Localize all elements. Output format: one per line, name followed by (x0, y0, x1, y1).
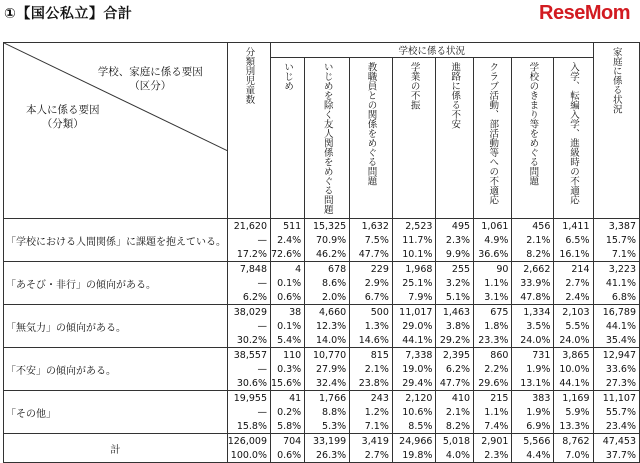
table-cell: 2.1% (350, 362, 393, 376)
table-cell: 731 (512, 348, 554, 363)
table-cell: 7.0% (554, 448, 593, 463)
table-cell: 15.7% (593, 233, 640, 247)
table-cell: 33.6% (593, 362, 640, 376)
table-cell: 5,566 (512, 434, 554, 449)
table-cell: 33.9% (512, 276, 554, 290)
table-cell: 2.0% (305, 290, 350, 305)
table-cell: 1,411 (554, 219, 593, 234)
table-cell: 15.6% (271, 376, 305, 391)
row-factor-label: 「あそび・非行」の傾向がある。 (4, 262, 228, 305)
table-cell: 24.0% (554, 333, 593, 348)
table-cell: 23.3% (474, 333, 512, 348)
table-cell: 511 (271, 219, 305, 234)
table-cell: 815 (350, 348, 393, 363)
diagonal-line (4, 43, 228, 151)
table-cell: 7,338 (392, 348, 436, 363)
table-cell: 12,947 (593, 348, 640, 363)
table-cell: 37.7% (593, 448, 640, 463)
table-row (4, 391, 640, 406)
table-cell: 1,632 (350, 219, 393, 234)
truancy-factor-table (3, 42, 640, 463)
table-cell: 2.1% (512, 233, 554, 247)
header-col-teacher-relations: 教職員との関係をめぐる問題 (350, 58, 393, 219)
table-cell: 15,325 (305, 219, 350, 234)
table-cell: 70.9% (305, 233, 350, 247)
table-cell: 13.3% (554, 419, 593, 434)
header-school-situation: 学校に係る状況 (271, 43, 593, 58)
table-cell: 44.1% (593, 319, 640, 333)
table-row (4, 262, 640, 277)
table-cell: 8.2% (512, 247, 554, 262)
table-cell: 32.4% (305, 376, 350, 391)
table-cell: 11,107 (593, 391, 640, 406)
table-cell: 0.1% (271, 319, 305, 333)
table-cell: 26.3% (305, 448, 350, 463)
table-cell: 38,557 (227, 348, 270, 363)
table-cell: 10.0% (554, 362, 593, 376)
table-cell: 110 (271, 348, 305, 363)
table-cell: 6.2% (436, 362, 474, 376)
table-cell: 500 (350, 305, 393, 320)
header-col-school-rules: 学校のきまり等をめぐる問題 (512, 58, 554, 219)
row-factor-label: 「学校における人間関係」に課題を抱えている。 (4, 219, 228, 262)
table-cell: 6.7% (350, 290, 393, 305)
table-cell: 6.9% (512, 419, 554, 434)
table-cell: 4 (271, 262, 305, 277)
table-row (4, 305, 640, 320)
table-cell: 24.0% (512, 333, 554, 348)
table-cell: 23.4% (593, 419, 640, 434)
table-cell: 10.6% (392, 405, 436, 419)
table-cell: 55.7% (593, 405, 640, 419)
table-cell: 19,955 (227, 391, 270, 406)
table-cell: 24,966 (392, 434, 436, 449)
table-cell: 14.0% (305, 333, 350, 348)
table-cell: 7.1% (350, 419, 393, 434)
table-cell: 6.2% (227, 290, 270, 305)
table-cell: 8.5% (392, 419, 436, 434)
table-cell: 1.2% (350, 405, 393, 419)
table-cell: 13.1% (512, 376, 554, 391)
table-cell: 2.2% (474, 362, 512, 376)
table-cell: 8.2% (436, 419, 474, 434)
table-cell: 860 (474, 348, 512, 363)
table-cell: — (227, 405, 270, 419)
table-cell: 4.0% (436, 448, 474, 463)
table-cell: 255 (436, 262, 474, 277)
table-cell: 410 (436, 391, 474, 406)
table-cell: 35.4% (593, 333, 640, 348)
table-cell: 1,169 (554, 391, 593, 406)
table-cell: 29.4% (392, 376, 436, 391)
table-cell: 44.1% (392, 333, 436, 348)
table-cell: — (227, 319, 270, 333)
table-cell: 7.1% (593, 247, 640, 262)
resemom-logo: ReseMom (539, 2, 630, 24)
total-row (4, 434, 640, 449)
header-col-bullying: いじめ (271, 58, 305, 219)
table-cell: 4.4% (512, 448, 554, 463)
table-cell: 47,453 (593, 434, 640, 449)
table-cell: 2.3% (474, 448, 512, 463)
table-cell: 27.9% (305, 362, 350, 376)
table-cell: 675 (474, 305, 512, 320)
table-cell: 36.6% (474, 247, 512, 262)
header-count-per-category: 分類別児童数 (227, 43, 270, 219)
table-cell: 7,848 (227, 262, 270, 277)
table-cell: 2.9% (350, 276, 393, 290)
table-cell: 47.7% (350, 247, 393, 262)
table-cell: — (227, 233, 270, 247)
table-cell: 704 (271, 434, 305, 449)
table-cell: 38,029 (227, 305, 270, 320)
table-cell: 19.0% (392, 362, 436, 376)
table-cell: 2,395 (436, 348, 474, 363)
table-cell: 10,770 (305, 348, 350, 363)
table-cell: 30.6% (227, 376, 270, 391)
table-cell: 2.1% (436, 405, 474, 419)
table-cell: 1.9% (512, 362, 554, 376)
table-cell: 27.3% (593, 376, 640, 391)
table-cell: 46.2% (305, 247, 350, 262)
table-cell: 3.2% (436, 276, 474, 290)
table-cell: 678 (305, 262, 350, 277)
header-col-enrollment: 入学、転編入学、進級時の不適応 (554, 58, 593, 219)
table-cell: 14.6% (350, 333, 393, 348)
table-cell: 1,968 (392, 262, 436, 277)
table-cell: 5.3% (305, 419, 350, 434)
row-factor-label: 「無気力」の傾向がある。 (4, 305, 228, 348)
table-cell: 11,017 (392, 305, 436, 320)
table-cell: 7.5% (350, 233, 393, 247)
table-cell: 6.5% (554, 233, 593, 247)
page-title: ①【国公私立】合計 (4, 6, 133, 22)
table-cell: 5.9% (554, 405, 593, 419)
table-cell: 17.2% (227, 247, 270, 262)
table-cell: 7.9% (392, 290, 436, 305)
table-cell: 1,463 (436, 305, 474, 320)
header-family-situation: 家庭に係る状況 (593, 43, 640, 219)
table-cell: 2.7% (350, 448, 393, 463)
table-cell: 2.7% (554, 276, 593, 290)
table-cell: 29.6% (474, 376, 512, 391)
table-cell: 495 (436, 219, 474, 234)
table-cell: 19.8% (392, 448, 436, 463)
table-cell: 30.2% (227, 333, 270, 348)
table-cell: 0.6% (271, 448, 305, 463)
table-cell: 9.9% (436, 247, 474, 262)
table-cell: 2.4% (554, 290, 593, 305)
table-cell: 38 (271, 305, 305, 320)
table-cell: 3.1% (474, 290, 512, 305)
table-cell: 16,789 (593, 305, 640, 320)
table-cell: 126,009 (227, 434, 270, 449)
table-cell: 0.3% (271, 362, 305, 376)
table-cell: 1.1% (474, 276, 512, 290)
table-cell: 2,901 (474, 434, 512, 449)
row-factor-label: 「不安」の傾向がある。 (4, 348, 228, 391)
table-cell: 4,660 (305, 305, 350, 320)
table-cell: 1,334 (512, 305, 554, 320)
table-cell: 33,199 (305, 434, 350, 449)
row-factor-label: 「その他」 (4, 391, 228, 434)
table-cell: 1.3% (350, 319, 393, 333)
table-cell: 8.8% (305, 405, 350, 419)
table-row (4, 219, 640, 234)
table-cell: 2,103 (554, 305, 593, 320)
table-cell: 5.1% (436, 290, 474, 305)
header-col-friend-relations: いじめを除く友人関係をめぐる問題 (305, 58, 350, 219)
table-cell: 2.4% (271, 233, 305, 247)
table-row (4, 348, 640, 363)
table-cell: 229 (350, 262, 393, 277)
table-cell: 10.1% (392, 247, 436, 262)
table-cell: 2,523 (392, 219, 436, 234)
table-cell: 21,620 (227, 219, 270, 234)
table-cell: 3,419 (350, 434, 393, 449)
table-cell: 47.7% (436, 376, 474, 391)
table-cell: 25.1% (392, 276, 436, 290)
table-cell: 2.3% (436, 233, 474, 247)
table-cell: 16.1% (554, 247, 593, 262)
table-cell: 5.4% (271, 333, 305, 348)
table-cell: 456 (512, 219, 554, 234)
total-label: 計 (4, 434, 228, 463)
table-cell: 2,662 (512, 262, 554, 277)
table-cell: 3,387 (593, 219, 640, 234)
table-cell: 5,018 (436, 434, 474, 449)
header-col-career-anxiety: 進路に係る不安 (436, 58, 474, 219)
table-cell: 1.1% (474, 405, 512, 419)
table-cell: 1.9% (512, 405, 554, 419)
table-cell: 0.1% (271, 276, 305, 290)
table-cell: 1.8% (474, 319, 512, 333)
table-cell: 2,120 (392, 391, 436, 406)
table-cell: — (227, 276, 270, 290)
diagonal-header-cell (4, 43, 228, 219)
table-cell: 383 (512, 391, 554, 406)
table-cell: 29.0% (392, 319, 436, 333)
table-cell: 8.6% (305, 276, 350, 290)
table-cell: 23.8% (350, 376, 393, 391)
table-cell: 215 (474, 391, 512, 406)
table-cell: 44.1% (554, 376, 593, 391)
table-cell: — (227, 362, 270, 376)
table-cell: 3,223 (593, 262, 640, 277)
table-cell: 5.5% (554, 319, 593, 333)
table-cell: 7.4% (474, 419, 512, 434)
table-cell: 5.8% (271, 419, 305, 434)
table-cell: 1,061 (474, 219, 512, 234)
header-student-factor: 本人に係る要因 （分類） (26, 104, 100, 130)
table-cell: 8,762 (554, 434, 593, 449)
table-cell: 3.5% (512, 319, 554, 333)
table-cell: 15.8% (227, 419, 270, 434)
table-cell: 47.8% (512, 290, 554, 305)
table-cell: 100.0% (227, 448, 270, 463)
table-cell: 3.8% (436, 319, 474, 333)
table-cell: 41 (271, 391, 305, 406)
table-cell: 4.9% (474, 233, 512, 247)
table-cell: 3,865 (554, 348, 593, 363)
table-cell: 90 (474, 262, 512, 277)
table-cell: 0.2% (271, 405, 305, 419)
table-cell: 72.6% (271, 247, 305, 262)
table-cell: 12.3% (305, 319, 350, 333)
table-cell: 243 (350, 391, 393, 406)
table-cell: 29.2% (436, 333, 474, 348)
table-cell: 0.6% (271, 290, 305, 305)
table-cell: 214 (554, 262, 593, 277)
table-cell: 11.7% (392, 233, 436, 247)
header-school-family-factor: 学校、家庭に係る要因 （区分） (97, 66, 203, 92)
header-col-club-activity: クラブ活動、部活動等への不適応 (474, 58, 512, 219)
table-cell: 6.8% (593, 290, 640, 305)
table-cell: 41.1% (593, 276, 640, 290)
header-col-academic: 学業の不振 (392, 58, 436, 219)
table-cell: 1,766 (305, 391, 350, 406)
